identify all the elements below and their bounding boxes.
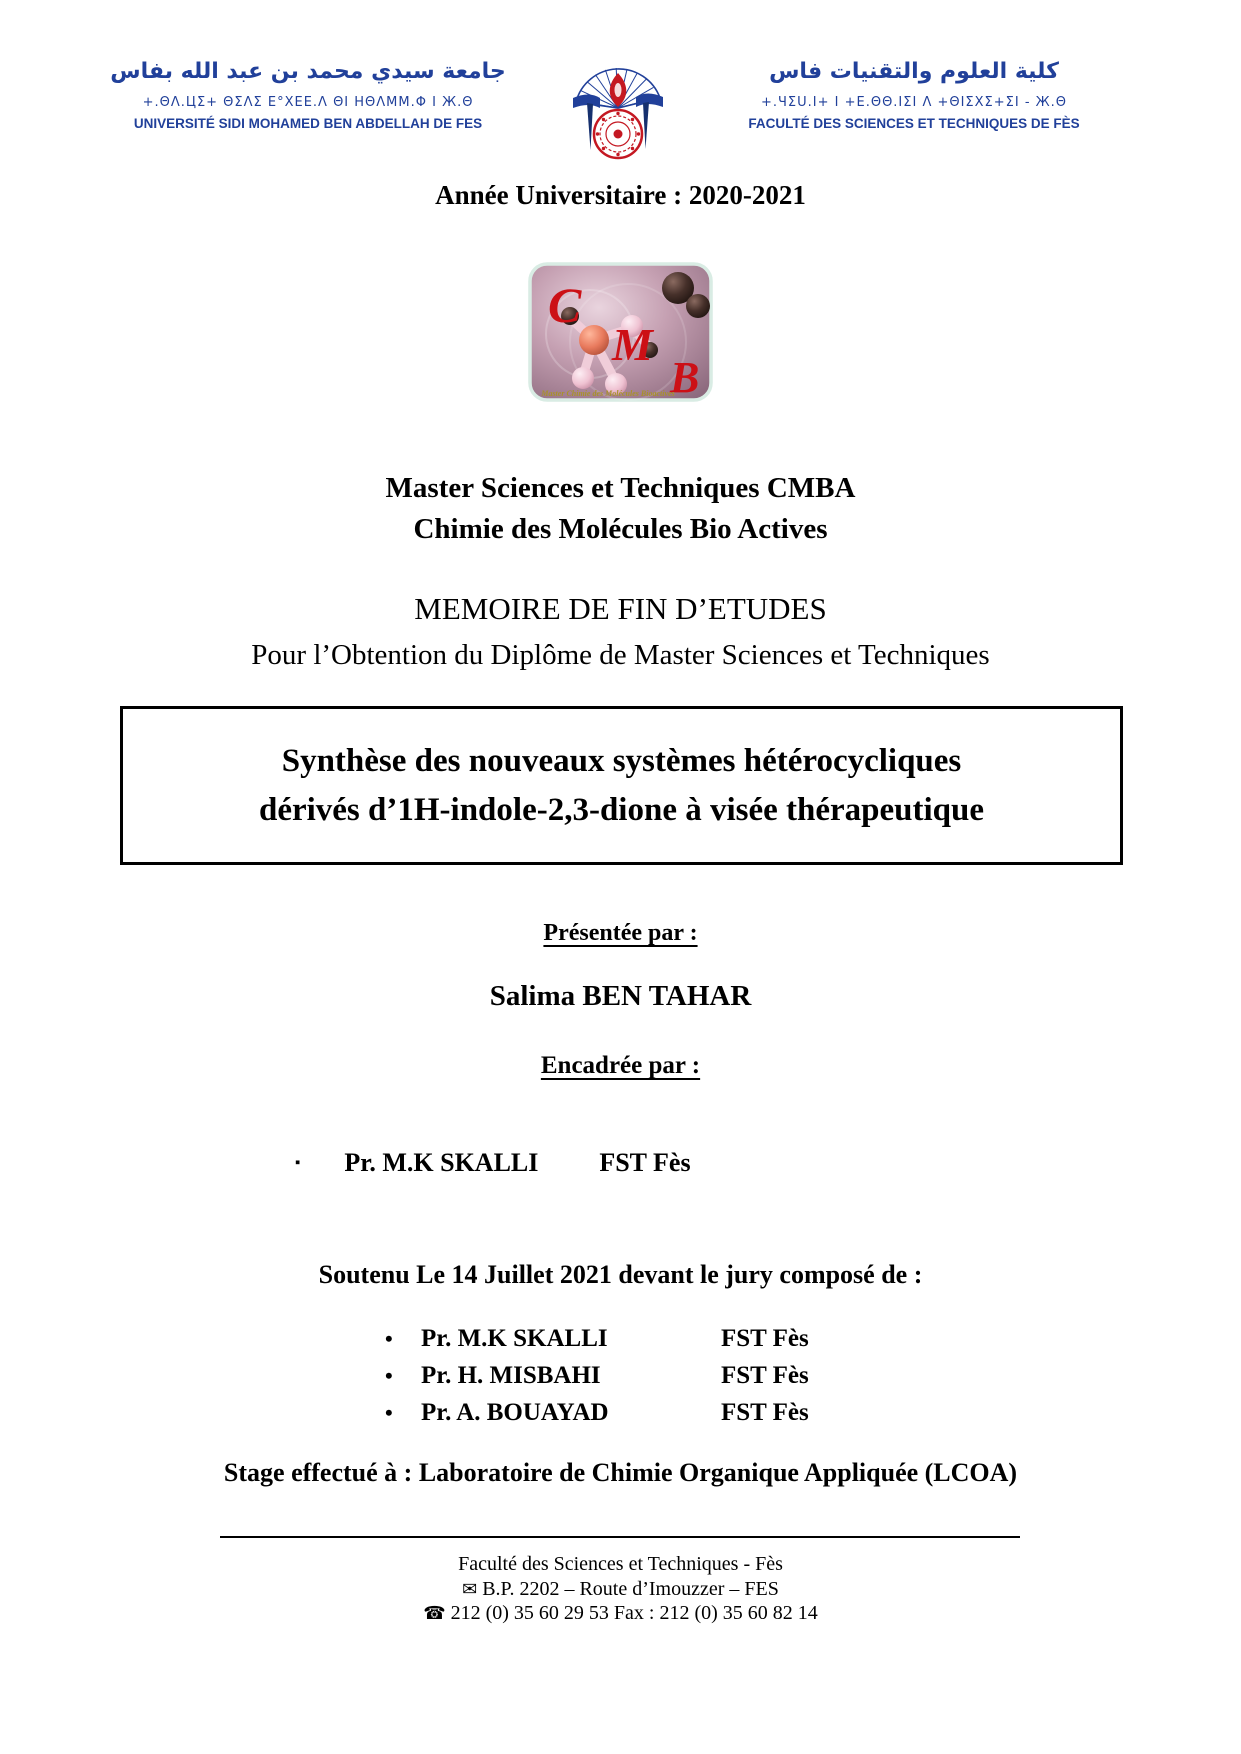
supervisor-item bbox=[295, 1148, 691, 1178]
square-bullet-icon: ▪ bbox=[295, 1154, 301, 1171]
memoire-block bbox=[0, 586, 1241, 678]
cmb-logo-caption: Master Chimie des Molécules Bioactives bbox=[541, 389, 675, 398]
cmb-master-logo bbox=[528, 262, 713, 402]
cmb-letter-c: C bbox=[548, 277, 582, 333]
defense-intro-line: Soutenu Le 14 Juillet 2021 devant le jury composé de : bbox=[318, 1260, 923, 1289]
faculty-name-block bbox=[688, 52, 1140, 134]
jury-member-affiliation: FST Fès bbox=[721, 1399, 809, 1426]
faculty-name-latin: FACULTÉ DES SCIENCES ET TECHNIQUES DE FÈS bbox=[748, 116, 1080, 131]
jury-row bbox=[385, 1357, 809, 1394]
program-block bbox=[0, 468, 1241, 550]
footer-address-text: B.P. 2202 – Route d’Imouzzer – FES bbox=[482, 1577, 779, 1600]
round-bullet-icon: • bbox=[385, 1326, 393, 1351]
mail-icon: ✉ bbox=[462, 1578, 478, 1599]
jury-member-name: Pr. M.K SKALLI bbox=[421, 1325, 608, 1352]
round-bullet-icon: • bbox=[385, 1363, 393, 1388]
footer bbox=[0, 1552, 1241, 1626]
footer-phone-line bbox=[0, 1601, 1241, 1626]
jury-member-name: Pr. A. BOUAYAD bbox=[421, 1399, 609, 1426]
university-name-latin: UNIVERSITÉ SIDI MOHAMED BEN ABDELLAH DE FES bbox=[133, 116, 483, 131]
cmb-master-logo-svg bbox=[528, 262, 713, 402]
thesis-title-box bbox=[120, 706, 1123, 865]
university-emblem-svg bbox=[552, 40, 684, 182]
university-name-tifinagh: +.ΘΛ.ЦΣ+ ΘΣΛΣ Ε°ΧΕΕ.Λ ΘΙ ΗΘΛΜΜ.Φ Ι Ж.Θ bbox=[142, 95, 474, 110]
thesis-title-line-2: dérivés d’1H-indole-2,3-dione à visée thérapeutique bbox=[258, 791, 985, 828]
jury-row bbox=[385, 1320, 809, 1357]
footer-phone-text: 212 (0) 35 60 29 53 Fax : 212 (0) 35 60 82 14 bbox=[450, 1602, 818, 1624]
program-line-2: Chimie des Molécules Bio Actives bbox=[413, 513, 828, 545]
footer-address-line bbox=[0, 1577, 1241, 1602]
jury-member-affiliation: FST Fès bbox=[721, 1362, 809, 1389]
jury-member-affiliation: FST Fès bbox=[721, 1325, 809, 1352]
jury-list bbox=[385, 1320, 809, 1431]
phone-icon: ☎ bbox=[423, 1603, 446, 1623]
academic-year-line: Année Universitaire : 2020-2021 bbox=[435, 180, 806, 210]
author-name: Salima BEN TAHAR bbox=[489, 980, 752, 1012]
university-name-arabic: جامعة سيدي محمد بن عبد الله بفاس bbox=[110, 59, 506, 84]
supervised-by-label: Encadrée par : bbox=[540, 1052, 701, 1079]
supervisor-name: Pr. M.K SKALLI bbox=[344, 1148, 539, 1177]
memoire-title: MEMOIRE DE FIN D’ETUDES bbox=[414, 591, 827, 626]
supervisor-affiliation: FST Fès bbox=[599, 1148, 691, 1177]
jury-row bbox=[385, 1394, 809, 1431]
internship-line: Stage effectué à : Laboratoire de Chimie Organique Appliquée (LCOA) bbox=[223, 1458, 1018, 1487]
university-name-block bbox=[98, 52, 518, 134]
footer-divider bbox=[220, 1536, 1020, 1538]
footer-faculty-line: Faculté des Sciences et Techniques - Fès bbox=[458, 1553, 783, 1575]
faculty-name-arabic: كلية العلوم والتقنيات فاس bbox=[769, 59, 1059, 84]
memoire-subtitle: Pour l’Obtention du Diplôme de Master Sciences et Techniques bbox=[251, 639, 990, 671]
program-line-1: Master Sciences et Techniques CMBA bbox=[385, 472, 856, 504]
presented-by-label: Présentée par : bbox=[543, 920, 698, 946]
cmb-letter-m: M bbox=[612, 319, 653, 370]
jury-member-name: Pr. H. MISBAHI bbox=[421, 1362, 601, 1389]
round-bullet-icon: • bbox=[385, 1400, 393, 1425]
university-emblem-icon bbox=[552, 40, 684, 182]
faculty-name-tifinagh: +.ЧΣU.Ι+ Ι +Ε.ΘΘ.ΙΣΙ Λ +ΘΙΣΧΣ+ΣΙ - Ж.Θ bbox=[760, 95, 1068, 110]
thesis-title-line-1: Synthèse des nouveaux systèmes hétérocycliques bbox=[281, 742, 962, 779]
cmb-letter-b: B bbox=[670, 353, 700, 402]
